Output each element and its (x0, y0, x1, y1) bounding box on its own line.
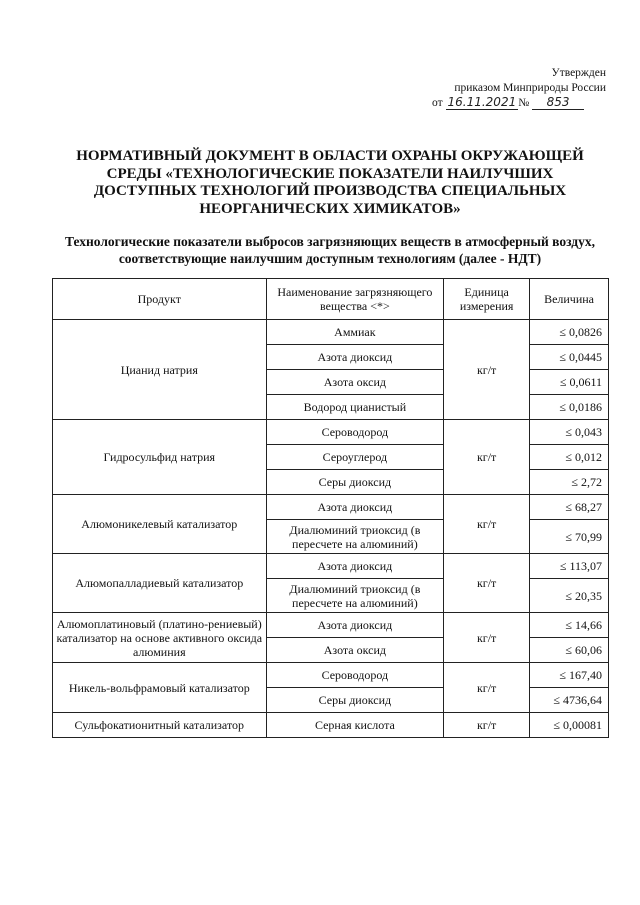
unit-cell: кг/т (444, 420, 530, 495)
substance-cell: Азота диоксид (266, 345, 444, 370)
emissions-table (52, 278, 609, 738)
product-cell: Алюмопалладиевый катализатор (53, 554, 267, 613)
substance-cell: Сероуглерод (266, 445, 444, 470)
handwritten-order-number: 853 (532, 96, 584, 110)
substance-cell: Сероводород (266, 663, 444, 688)
unit-cell: кг/т (444, 713, 530, 738)
value-cell: ≤ 113,07 (530, 554, 609, 579)
value-cell: ≤ 0,0186 (530, 395, 609, 420)
value-cell: ≤ 0,00081 (530, 713, 609, 738)
approval-line-3 (426, 96, 606, 111)
table-row (53, 495, 609, 520)
value-cell: ≤ 20,35 (530, 579, 609, 613)
handwritten-date: 16.11.2021 (447, 95, 517, 109)
number-sign: № (518, 97, 530, 109)
table-row (53, 320, 609, 345)
document-title: НОРМАТИВНЫЙ ДОКУМЕНТ В ОБЛАСТИ ОХРАНЫ ОКРУЖАЮЩЕЙ СРЕДЫ «ТЕХНОЛОГИЧЕСКИЕ ПОКАЗАТЕЛИ НАИЛУЧШИХ ДОСТУПНЫХ ТЕХНОЛОГИЙ ПРОИЗВОДСТВА СПЕЦИАЛЬНЫХ НЕОРГАНИЧЕСКИХ ХИМИКАТОВ» (76, 148, 584, 217)
substance-cell: Азота диоксид (266, 554, 444, 579)
value-cell: ≤ 4736,64 (530, 688, 609, 713)
substance-cell: Серы диоксид (266, 470, 444, 495)
table-row (53, 613, 609, 638)
value-cell: ≤ 0,012 (530, 445, 609, 470)
substance-cell: Серы диоксид (266, 688, 444, 713)
table-row (53, 420, 609, 445)
value-cell: ≤ 0,043 (530, 420, 609, 445)
table-row (53, 663, 609, 688)
substance-cell: Диалюминий триоксид (в пересчете на алюминий) (266, 520, 444, 554)
value-cell: ≤ 60,06 (530, 638, 609, 663)
value-cell: ≤ 0,0826 (530, 320, 609, 345)
table-header-row (53, 279, 609, 320)
value-cell: ≤ 70,99 (530, 520, 609, 554)
header-product: Продукт (53, 279, 267, 320)
document-subtitle: Технологические показатели выбросов загрязняющих веществ в атмосферный воздух, соответствующие наилучшим доступным технологиям (далее - НДТ) (65, 234, 595, 266)
unit-cell: кг/т (444, 554, 530, 613)
approval-date-prefix: от (432, 97, 443, 109)
product-cell: Никель-вольфрамовый катализатор (53, 663, 267, 713)
value-cell: ≤ 14,66 (530, 613, 609, 638)
table-row (53, 713, 609, 738)
substance-cell: Водород цианистый (266, 395, 444, 420)
approval-line-1: Утвержден (551, 67, 606, 79)
substance-cell: Серная кислота (266, 713, 444, 738)
unit-cell: кг/т (444, 613, 530, 663)
value-cell: ≤ 0,0445 (530, 345, 609, 370)
substance-cell: Азота диоксид (266, 495, 444, 520)
value-cell: ≤ 167,40 (530, 663, 609, 688)
substance-cell: Диалюминий триоксид (в пересчете на алюминий) (266, 579, 444, 613)
product-cell: Алюмоникелевый катализатор (53, 495, 267, 554)
value-cell: ≤ 68,27 (530, 495, 609, 520)
substance-cell: Аммиак (266, 320, 444, 345)
header-value: Величина (530, 279, 609, 320)
table-row (53, 554, 609, 579)
header-unit: Единица измерения (444, 279, 530, 320)
value-cell: ≤ 2,72 (530, 470, 609, 495)
value-cell: ≤ 0,0611 (530, 370, 609, 395)
header-substance: Наименование загрязняющего вещества <*> (266, 279, 444, 320)
substance-cell: Азота диоксид (266, 613, 444, 638)
product-cell: Цианид натрия (53, 320, 267, 420)
product-cell: Алюмоплатиновый (платино-рениевый) катализатор на основе активного оксида алюминия (53, 613, 267, 663)
substance-cell: Азота оксид (266, 638, 444, 663)
product-cell: Гидросульфид натрия (53, 420, 267, 495)
approval-block (426, 66, 606, 111)
unit-cell: кг/т (444, 663, 530, 713)
unit-cell: кг/т (444, 495, 530, 554)
unit-cell: кг/т (444, 320, 530, 420)
substance-cell: Сероводород (266, 420, 444, 445)
substance-cell: Азота оксид (266, 370, 444, 395)
approval-line-2: приказом Минприроды России (454, 82, 606, 94)
product-cell: Сульфокатионитный катализатор (53, 713, 267, 738)
